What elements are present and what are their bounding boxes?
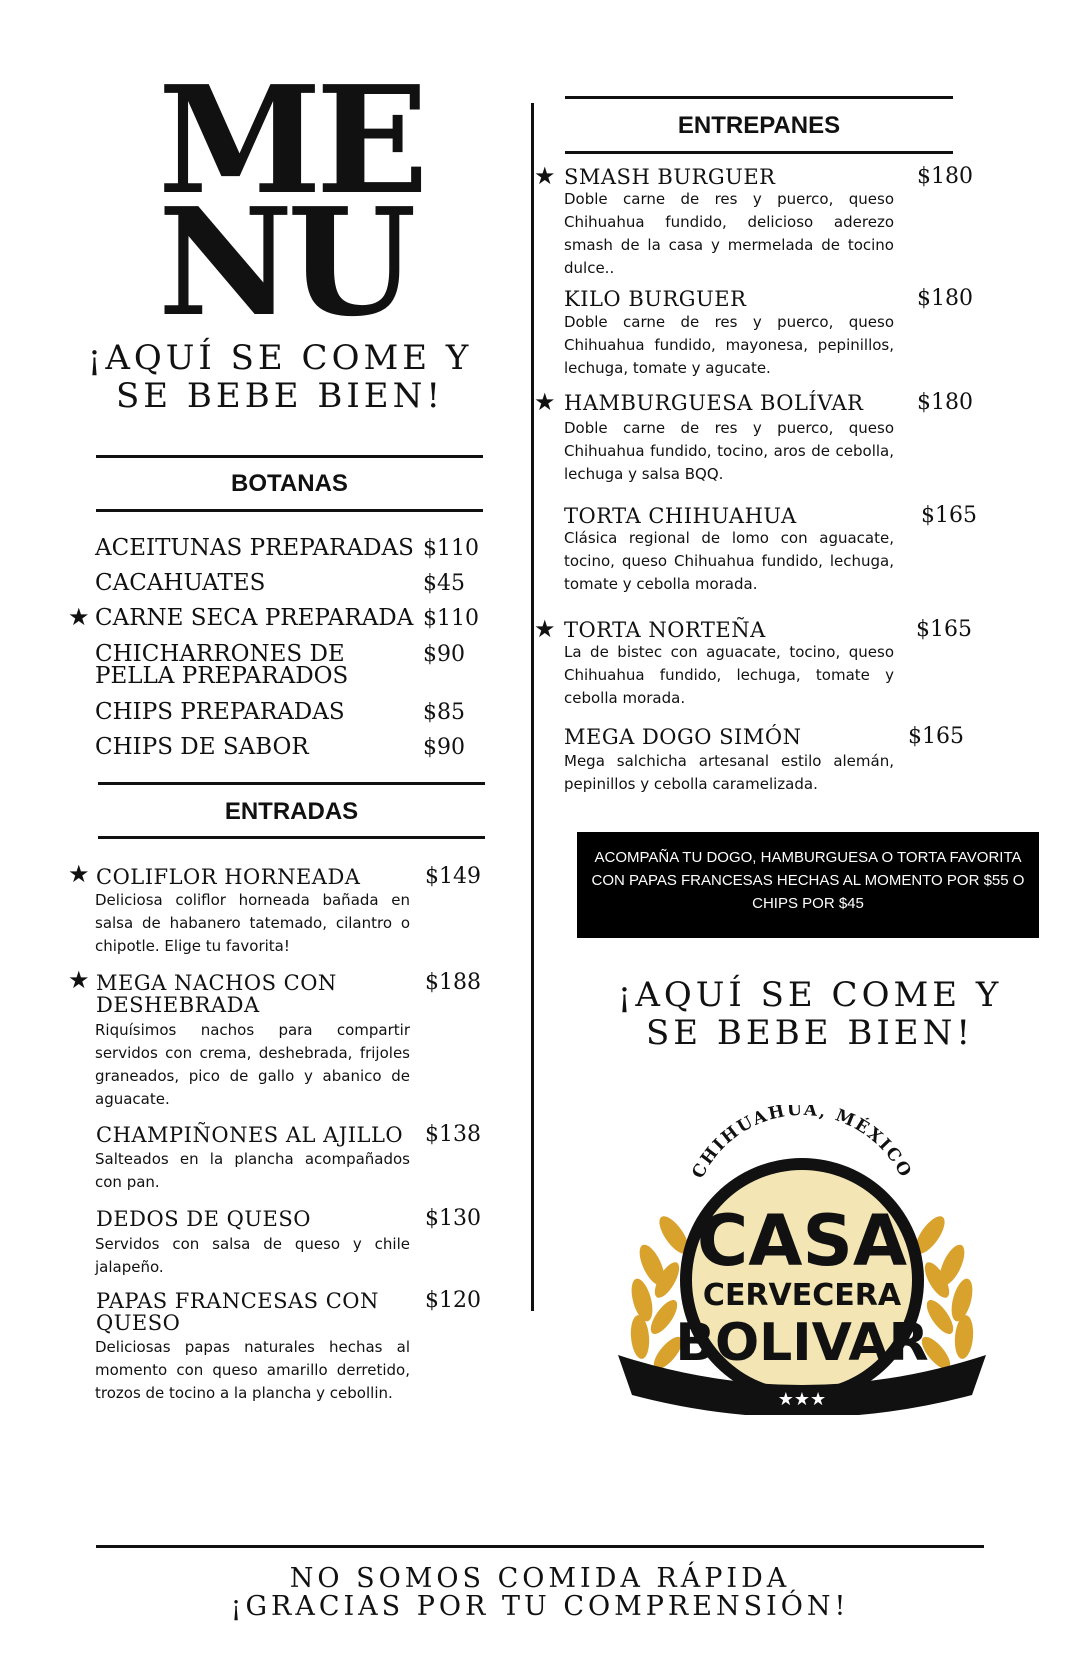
entrepan-item-name: SMASH BURGUER xyxy=(564,165,776,189)
column-divider xyxy=(531,103,534,1311)
entrada-item-name: PAPAS FRANCESAS CON QUESO xyxy=(96,1289,379,1335)
entrepan-item-name: KILO BURGUER xyxy=(564,287,747,311)
featured-star-icon: ★ xyxy=(534,388,556,416)
entrepanes-title: ENTREPANES xyxy=(677,112,841,139)
promo-note-text: ACOMPAÑA TU DOGO, HAMBURGUESA O TORTA FAVORITA CON PAPAS FRANCESAS HECHAS AL MOMENTO POR $55 O CHIPS POR $45 xyxy=(591,849,1025,912)
botanas-rule-bottom xyxy=(96,509,483,512)
entrepan-item-price: $180 xyxy=(917,164,973,189)
featured-star-icon: ★ xyxy=(534,162,556,190)
entrepan-item-name: TORTA NORTEÑA xyxy=(564,618,766,642)
botana-item-price: $85 xyxy=(423,700,465,725)
botana-item-name: CARNE SECA PREPARADA xyxy=(95,605,414,631)
logo-line1: CASA xyxy=(696,1200,908,1282)
entrepan-item-price: $180 xyxy=(917,286,973,311)
logo-graphic xyxy=(612,1105,992,1415)
entradas-rule-bottom xyxy=(98,836,485,839)
promo-note-box xyxy=(577,832,1039,938)
featured-star-icon: ★ xyxy=(534,615,556,643)
entrepan-item-name: TORTA CHIHUAHUA xyxy=(564,504,797,528)
slogan-top-line1: ¡AQUÍ SE COME Y xyxy=(87,338,473,378)
entrada-item-desc: Salteados en la plancha acompañados con pan. xyxy=(95,1150,410,1191)
entrada-item-name: MEGA NACHOS CON DESHEBRADA xyxy=(96,971,337,1017)
entradas-rule-top xyxy=(98,782,485,785)
entrepan-item-name: HAMBURGUESA BOLÍVAR xyxy=(564,391,864,415)
botana-item-price: $90 xyxy=(423,642,465,667)
logo-stars: ★★★ xyxy=(777,1389,827,1410)
entrepan-item-price: $180 xyxy=(917,390,973,415)
botana-item-name: CHICHARRONES DE PELLA PREPARADOS xyxy=(95,641,349,689)
botana-item-name: CHIPS DE SABOR xyxy=(95,734,309,760)
entrepan-item-desc: Doble carne de res y puerco, queso Chihuahua fundido, delicioso aderezo smash de la casa y mermelada de tocino dulce.. xyxy=(564,190,894,277)
botanas-rule-top xyxy=(96,455,483,458)
entrepanes-rule-top xyxy=(565,96,953,99)
entrada-item-desc: Deliciosa coliflor horneada bañada en salsa de habanero tatemado, cilantro o chipotle. Elige tu favorita! xyxy=(95,891,410,955)
slogan-top-line2: SE BEBE BIEN! xyxy=(116,376,444,416)
botana-item-price: $45 xyxy=(423,571,465,596)
entrepan-item-desc: Doble carne de res y puerco, queso Chihuahua fundido, mayonesa, pepinillos, lechuga, tomate y agucate. xyxy=(564,313,894,377)
slogan-bottom-line2: SE BEBE BIEN! xyxy=(646,1013,974,1053)
entrada-item-price: $138 xyxy=(425,1122,481,1147)
entrada-item-price: $188 xyxy=(425,970,481,995)
entrada-item-desc: Riquísimos nachos para compartir servidos con crema, deshebrada, frijoles graneados, pico de gallo y abanico de aguacate. xyxy=(95,1021,410,1108)
entrepan-item-price: $165 xyxy=(921,503,977,528)
entrepanes-rule-bottom xyxy=(565,151,953,154)
logo-line2: CERVECERA xyxy=(702,1278,902,1313)
entrada-item-name: DEDOS DE QUESO xyxy=(96,1207,311,1231)
entrada-item-name: CHAMPIÑONES AL AJILLO xyxy=(96,1123,404,1147)
logo-top-text: CHIHUAHUA, MÉXICO xyxy=(688,1105,916,1182)
botana-item-price: $90 xyxy=(423,735,465,760)
entrepan-item-desc: Doble carne de res y puerco, queso Chihuahua fundido, tocino, aros de cebolla, lechuga y salsa BQQ. xyxy=(564,419,894,483)
entrada-item-desc: Servidos con salsa de queso y chile jalapeño. xyxy=(95,1235,410,1276)
entrada-item-price: $120 xyxy=(425,1288,481,1313)
menu-title-line2: NU xyxy=(158,175,411,349)
featured-star-icon: ★ xyxy=(68,860,90,888)
slogan-bottom-line1: ¡AQUÍ SE COME Y xyxy=(617,975,1003,1015)
botana-item-name: ACEITUNAS PREPARADAS xyxy=(95,535,414,561)
menu-title-line1: ME xyxy=(158,53,423,227)
footer-rule xyxy=(96,1545,984,1548)
botana-item-price: $110 xyxy=(423,606,479,631)
entrepan-item-name: MEGA DOGO SIMÓN xyxy=(564,725,802,749)
entrada-item-price: $130 xyxy=(425,1206,481,1231)
entrepan-item-price: $165 xyxy=(908,724,964,749)
botana-item-price: $110 xyxy=(423,536,479,561)
botanas-title: BOTANAS xyxy=(231,470,348,497)
footer-line2: ¡GRACIAS POR TU COMPRENSIÓN! xyxy=(230,1591,850,1622)
entrada-item-price: $149 xyxy=(425,864,481,889)
botana-item-name: CHIPS PREPARADAS xyxy=(95,699,345,725)
logo-line3: BOLIVAR xyxy=(675,1313,929,1373)
featured-star-icon: ★ xyxy=(68,966,90,994)
entradas-title: ENTRADAS xyxy=(224,798,359,825)
footer-line1: NO SOMOS COMIDA RÁPIDA xyxy=(289,1563,791,1594)
entrada-item-name: COLIFLOR HORNEADA xyxy=(96,865,361,889)
featured-star-icon: ★ xyxy=(68,603,90,631)
entrepan-item-desc: Mega salchicha artesanal estilo alemán, pepinillos y cebolla caramelizada. xyxy=(564,752,894,793)
entrada-item-desc: Deliciosas papas naturales hechas al momento con queso amarillo derretido, trozos de tocino a la plancha y cebollin. xyxy=(95,1338,410,1402)
casa-cervecera-logo xyxy=(612,1105,992,1415)
entrepan-item-desc: La de bistec con aguacate, tocino, queso Chihuahua fundido, lechuga, tomate y cebolla morada. xyxy=(564,643,894,707)
entrepan-item-desc: Clásica regional de lomo con aguacate, tocino, queso Chihuahua fundido, lechuga, tomate y cebolla morada. xyxy=(564,529,894,593)
entrepan-item-price: $165 xyxy=(916,617,972,642)
botana-item-name: CACAHUATES xyxy=(95,570,266,596)
